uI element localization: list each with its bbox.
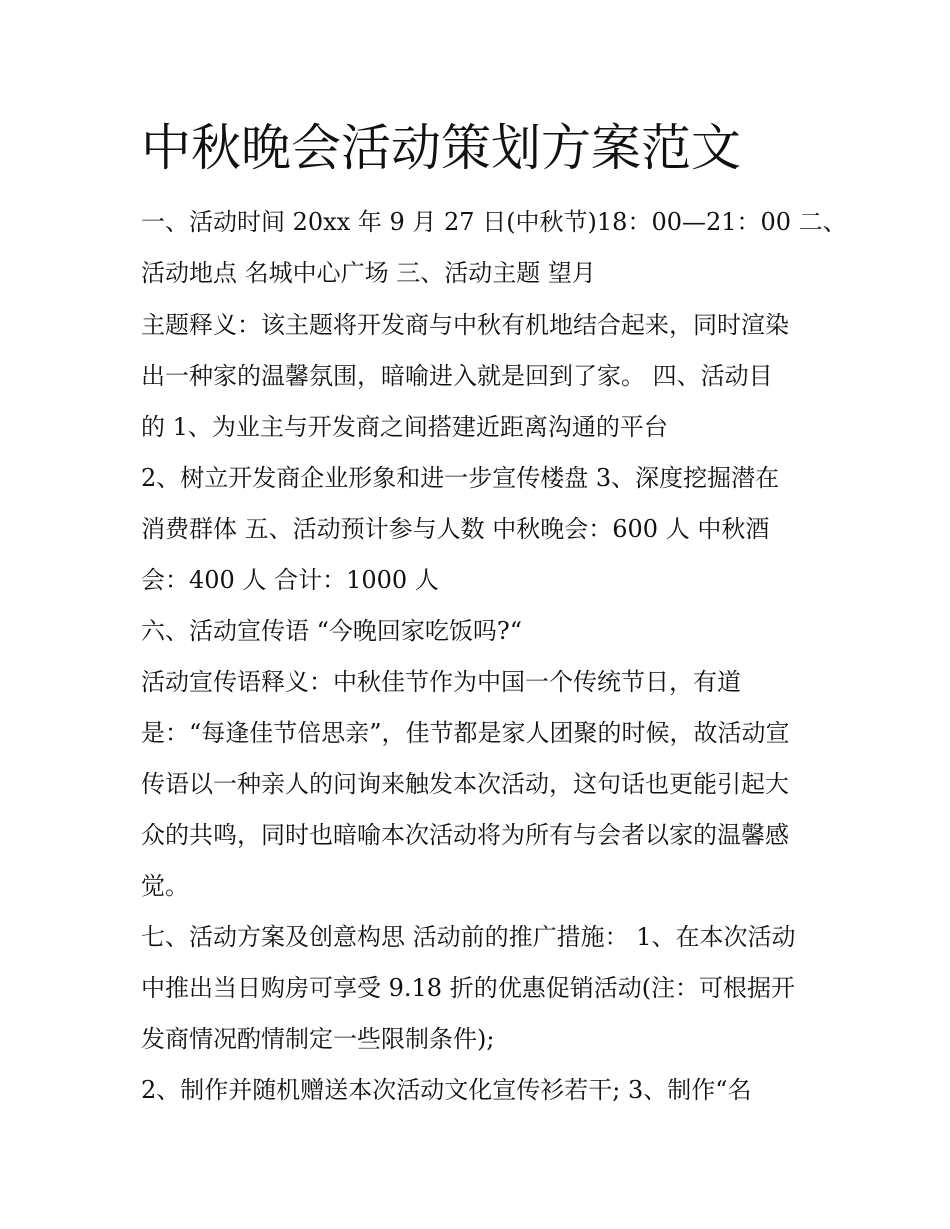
- text-line-1: 一、活动时间 20xx 年 9 月 27 日(中秋节)18：00—21：00 二、: [141, 208, 847, 236]
- text-line-5: 的 1、为业主与开发商之间搭建近距离沟通的平台: [141, 413, 668, 441]
- text-line-13: 众的共鸣，同时也暗喻本次活动将为所有与会者以家的温馨感: [141, 821, 789, 849]
- text-line-7: 消费群体 五、活动预计参与人数 中秋晚会：600 人 中秋酒: [141, 515, 770, 543]
- text-line-14: 觉。: [141, 872, 189, 900]
- text-line-6: 2、树立开发商企业形象和进一步宣传楼盘 3、深度挖掘潜在: [141, 464, 780, 492]
- text-line-12: 传语以一种亲人的问询来触发本次活动，这句话也更能引起大: [141, 770, 789, 798]
- text-line-4: 出一种家的温馨氛围，暗喻进入就是回到了家。 四、活动目: [141, 362, 773, 390]
- text-line-11: 是：“每逢佳节倍思亲”，佳节都是家人团聚的时候，故活动宣: [141, 719, 790, 747]
- text-line-2: 活动地点 名城中心广场 三、活动主题 望月: [141, 259, 596, 287]
- text-line-9: 六、活动宣传语 “今晚回家吃饭吗?“: [141, 617, 523, 645]
- text-line-17: 发商情况酌情制定一些限制条件);: [141, 1025, 495, 1053]
- text-line-8: 会：400 人 合计：1000 人: [141, 566, 439, 594]
- text-line-16: 中推出当日购房可享受 9.18 折的优惠促销活动(注：可根据开: [141, 974, 796, 1002]
- text-line-15: 七、活动方案及创意构思 活动前的推广措施： 1、在本次活动: [141, 923, 796, 951]
- text-line-3: 主题释义：该主题将开发商与中秋有机地结合起来，同时渲染: [141, 311, 789, 339]
- text-line-10: 活动宣传语释义：中秋佳节作为中国一个传统节日，有道: [141, 668, 741, 696]
- document-title: 中秋晚会活动策划方案范文: [141, 119, 741, 177]
- text-line-18: 2、制作并随机赠送本次活动文化宣传衫若干; 3、制作“名: [141, 1076, 752, 1104]
